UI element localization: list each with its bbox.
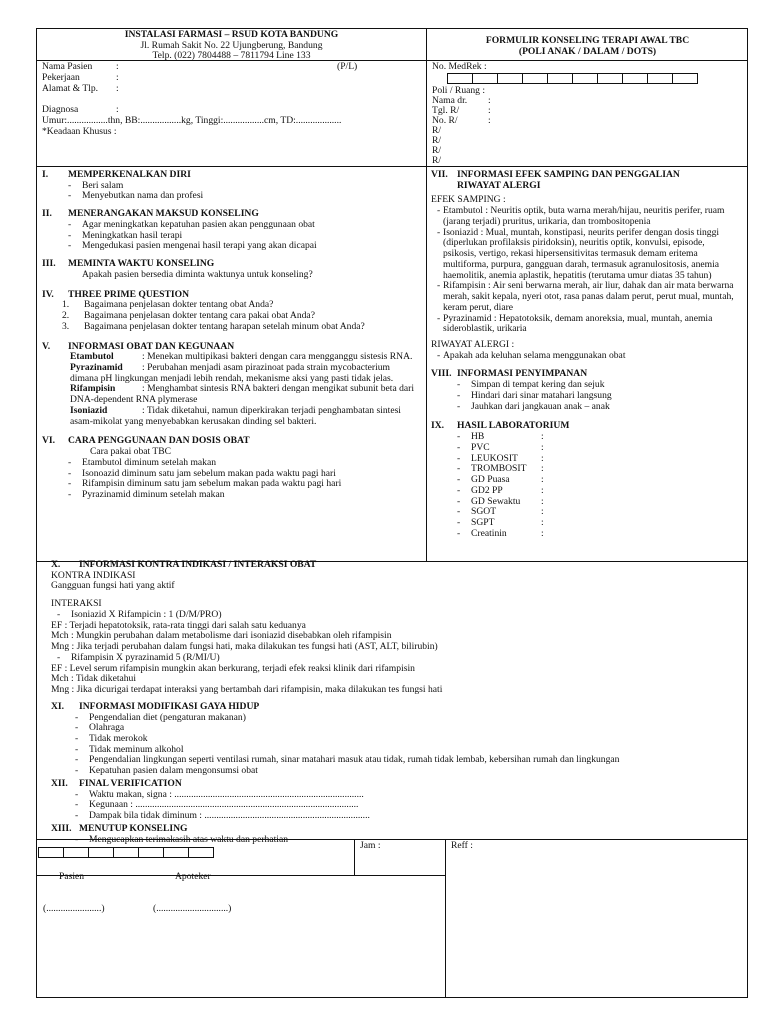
list-item: - Meningkatkan hasil terapi xyxy=(62,231,420,242)
section-xii-list xyxy=(51,790,741,822)
list-item: - Rifampisin diminum satu jam sebelum makan pada waktu pagi hari xyxy=(62,479,420,490)
section-xii-title: XII. FINAL VERIFICATION xyxy=(51,777,182,789)
list-item: - Isoniazid X Rifampicin : 1 (D/M/PRO) xyxy=(51,610,741,621)
interaksi-1-mng: Mng : Jika terjadi perubahan dalam fungsi hati, maka dilakukan tes fungsi hati (AST, ALT, bilirubin) xyxy=(51,641,438,653)
list-item: - Etambutol diminum setelah makan xyxy=(62,458,420,469)
right-column xyxy=(431,163,743,540)
lab-field-gd-puasa[interactable]: - GD Puasa : xyxy=(451,475,743,486)
bottom-sections xyxy=(51,560,741,845)
form-title-line-1: FORMULIR KONSELING TERAPI AWAL TBC xyxy=(485,35,690,46)
list-item: - Hindari dari sinar matahari langsung xyxy=(451,391,743,402)
lab-field-sgot[interactable]: - SGOT : xyxy=(451,507,743,518)
label-pasien: Pasien xyxy=(59,871,85,882)
list-item: - Etambutol : Neuritis optik, buta warna merah/hijau, neuritis perifer, ruam (jarang terjadi) pruritus, urikaria, dan trombositopenia xyxy=(431,206,735,227)
field-alamat[interactable]: Alamat & Tlp. : xyxy=(42,83,119,94)
section-x-title: X. INFORMASI KONTRA INDIKASI / INTERAKSI OBAT xyxy=(51,559,317,570)
field-keadaan-khusus[interactable]: *Keadaan Khusus : xyxy=(42,126,117,137)
interaksi-1-ef: EF : Terjadi hepatotoksik, rata-rata tinggi dari salah satu keduanya xyxy=(51,619,306,631)
field-tgl-r[interactable]: Tgl. R/ : xyxy=(432,105,491,116)
list-item: - Jauhkan dari jangkauan anak – anak xyxy=(451,402,743,413)
drug-entry: Etambutol : Menekan multipikasi bakteri dengan cara mengganggu sistesis RNA. xyxy=(70,351,413,363)
section-ii-title: II. MENERANGAKAN MAKSUD KONSELING xyxy=(42,208,259,220)
section-xi-list xyxy=(51,713,741,777)
divider xyxy=(37,875,445,876)
list-item: - Mengedukasi pasien mengenai hasil terapi yang akan dicapai xyxy=(62,241,420,252)
efek-samping-list xyxy=(431,206,735,335)
form-title xyxy=(426,36,749,57)
section-ix-title: IX. HASIL LABORATORIUM xyxy=(431,420,570,432)
section-xiii-title: XIII. MENUTUP KONSELING xyxy=(51,822,188,834)
section-v-drugs xyxy=(42,352,415,427)
lab-field-hb[interactable]: - HB : xyxy=(451,432,743,443)
lab-field-gd2-pp[interactable]: - GD2 PP : xyxy=(451,486,743,497)
section-vi-title: VI. CARA PENGGUNAAN DAN DOSIS OBAT xyxy=(42,435,250,447)
field-poli-ruang[interactable]: Poli / Ruang : xyxy=(432,85,486,96)
field-jam[interactable]: Jam : xyxy=(360,840,381,851)
form-title-line-2: (POLI ANAK / DALAM / DOTS) xyxy=(518,45,657,57)
section-xiii-list xyxy=(51,835,741,846)
list-item: - Beri salam xyxy=(62,181,420,192)
list-item: - Pengendalian lingkungan seperti ventilasi rumah, sinar matahari masuk atau tidak, rumah tidak lembab, kebersihan rumah dan lingkungan xyxy=(69,755,741,766)
divider xyxy=(445,839,446,998)
label-apoteker: Apoteker xyxy=(175,871,211,882)
field-dampak[interactable]: - Dampak bila tidak diminum : ..................................................................... xyxy=(69,811,741,822)
list-item: 3. Bagaimana penjelasan dokter tentang harapan setelah minum obat Anda? xyxy=(62,320,365,332)
section-iii-text: Apakah pasien bersedia diminta waktunya untuk konseling? xyxy=(82,268,313,280)
field-no-r[interactable]: No. R/ : xyxy=(432,115,491,126)
list-item: - Kepatuhan pasien dalam mengonsumsi obat xyxy=(69,766,741,777)
field-umur-bb-tinggi-td[interactable]: Umur:.................thn, BB:.................kg, Tinggi:.................cm, TD:................... xyxy=(42,115,342,126)
drug-entry: Pyrazinamid : Perubahan menjadi asam pirazinoat pada strain mycobacterium dimana pH lingkungan menjadi lebih rendah, mekanisme aksi yang pasti tidak jelas. xyxy=(70,362,394,384)
interaksi-2-ef: EF : Level serum rifampisin mungkin akan berkurang, terjadi efek reaksi klinik dari rifampisin xyxy=(51,662,415,674)
list-item: - Tidak merokok xyxy=(69,734,741,745)
list-item: - Pyrazinamid diminum setelah makan xyxy=(62,490,420,501)
r-entry-1[interactable]: R/ xyxy=(432,125,442,136)
section-iv-list xyxy=(42,300,392,332)
institution-phone: Telp. (022) 7804488 – 7811794 Line 133 xyxy=(152,50,311,62)
riwayat-alergi-label: RIWAYAT ALERGI : xyxy=(431,339,515,351)
lab-field-leukosit[interactable]: - LEUKOSIT : xyxy=(451,454,743,465)
drug-entry: Isoniazid : Tidak diketahui, namun diperkirakan terjadi penghambatan sintesi asam-mikolat yang menyebabkan kerusakan dinding sel bakteri. xyxy=(70,404,401,427)
section-iii-title: III. MEMINTA WAKTU KONSELING xyxy=(42,258,215,270)
list-item: - Simpan di tempat kering dan sejuk xyxy=(451,380,743,391)
kontra-indikasi-label: KONTRA INDIKASI xyxy=(51,569,136,581)
field-waktu-makan[interactable]: - Waktu makan, signa : ............................................................................... xyxy=(69,790,741,801)
lab-results-list xyxy=(431,432,743,539)
list-item: - Rifampisin : Air seni berwarna merah, air liur, dahak dan air mata berwarna merah, sakit kepala, nyeri otot, rasa panas dalam perut, perut mual, muntah, keram perut, diare xyxy=(431,281,735,313)
interaksi-2 xyxy=(51,653,741,664)
list-item: - Mengucapkan terimakasih atas waktu dan perhatian xyxy=(69,835,741,846)
lab-field-creatinin[interactable]: - Creatinin : xyxy=(451,529,743,540)
institution-name: INSTALASI FARMASI – RSUD KOTA BANDUNG xyxy=(124,29,339,40)
list-item: - Rifampisin X pyrazinamid 5 (R/MI/U) xyxy=(51,653,741,664)
list-item: - Isoniazid : Mual, muntah, konstipasi, neurits perifer dengan dosis tinggi (diperlukan profilaksis piridoksin), neuritis optik, konvulsi, episode, psikosis, vertigo, rekasi hipersensitivitas termasuk demam eritema multiforma, purpura, gangguan darah, termasuk agranulositosis, anemia haemolitik, anemia aplastik, hepatitis (terutama umur diatas 35 tahun) xyxy=(431,228,735,282)
interaksi-2-mch: Mch : Tidak diketahui xyxy=(51,673,137,685)
field-reff[interactable]: Reff : xyxy=(451,840,473,851)
field-diagnosa[interactable]: Diagnosa : xyxy=(42,104,119,115)
field-pekerjaan[interactable]: Pekerjaan : xyxy=(42,72,119,83)
field-kegunaan[interactable]: - Kegunaan : ............................................................................................. xyxy=(69,800,741,811)
section-vi-list xyxy=(42,458,420,501)
riwayat-alergi-list xyxy=(431,351,743,362)
counseling-form xyxy=(36,28,748,998)
list-item: - Isonoazid diminum satu jam sebelum makan pada waktu pagi hari xyxy=(62,469,420,480)
lab-field-pvc[interactable]: - PVC : xyxy=(451,443,743,454)
section-ii-list xyxy=(42,220,420,252)
interaksi-1-mch: Mch : Mungkin perubahan dalam metabolisme dari isoniazid disebabkan oleh rifampisin xyxy=(51,630,392,642)
institution-header xyxy=(37,30,426,62)
medrek-boxes[interactable] xyxy=(447,73,697,84)
r-entry-3[interactable]: R/ xyxy=(432,145,442,156)
list-item: 1. Bagaimana penjelasan dokter tentang obat Anda? xyxy=(62,299,274,311)
section-iv-title: IV. THREE PRIME QUESTION xyxy=(42,288,190,300)
field-nama-pasien[interactable]: Nama Pasien : xyxy=(42,61,119,72)
section-viii-list xyxy=(431,380,743,412)
kontra-indikasi-text: Gangguan fungsi hati yang aktif xyxy=(51,580,175,592)
efek-samping-label: EFEK SAMPING : xyxy=(431,194,506,206)
list-item: - Menyebutkan nama dan profesi xyxy=(62,191,420,202)
list-item: - Pyrazinamid : Hepatotoksik, demam anoreksia, mual, muntah, anemia sideroblastik, urikaria xyxy=(431,314,735,335)
signature-apoteker[interactable]: (..............................) xyxy=(153,903,232,914)
list-item: - Agar meningkatkan kepatuhan pasien akan penggunaan obat xyxy=(62,220,420,231)
institution-address: Jl. Rumah Sakit No. 22 Ujungberung, Bandung xyxy=(140,39,323,51)
divider xyxy=(426,29,427,561)
list-item: - Olahraga xyxy=(69,723,741,734)
list-item: - Tidak meminum alkohol xyxy=(69,745,741,756)
section-vii-subtitle: RIWAYAT ALERGI xyxy=(457,179,541,191)
r-entry-4[interactable]: R/ xyxy=(432,155,442,166)
interaksi-1 xyxy=(51,610,741,621)
lab-field-trombosit[interactable]: - TROMBOSIT : xyxy=(451,464,743,475)
interaksi-label: INTERAKSI xyxy=(51,598,102,610)
field-gender: (P/L) xyxy=(337,61,358,72)
section-i-title: I. MEMPERKENALKAN DIRI xyxy=(42,169,191,180)
drug-entry: Rifampisin : Menghambat sintesis RNA bakteri dengan mengikat subunit beta dari DNA-dependent RNA plymerase xyxy=(70,383,415,406)
signature-pasien[interactable]: (.......................) xyxy=(43,903,105,914)
section-vii-title: VII. INFORMASI EFEK SAMPING DAN PENGGALIAN xyxy=(431,169,680,180)
r-entry-2[interactable]: R/ xyxy=(432,135,442,146)
lab-field-gd-sewaktu[interactable]: - GD Sewaktu : xyxy=(451,497,743,508)
section-vi-intro: Cara pakai obat TBC xyxy=(90,446,172,458)
interaksi-2-mng: Mng : Jika dicurigai terdapat interaksi yang bertambah dari rifampisin, maka dilakukan tes fungsi hati xyxy=(51,684,443,696)
section-v-title: V. INFORMASI OBAT DAN KEGUNAAN xyxy=(42,340,235,352)
list-item: - Pengendalian diet (pengaturan makanan) xyxy=(69,713,741,724)
section-xi-title: XI. INFORMASI MODIFIKASI GAYA HIDUP xyxy=(51,700,260,712)
list-item: 2. Bagaimana penjelasan dokter tentang cara pakai obat Anda? xyxy=(62,310,315,322)
left-column xyxy=(42,163,420,501)
date-boxes[interactable] xyxy=(38,847,213,858)
list-item: - Apakah ada keluhan selama menggunakan obat xyxy=(431,351,743,362)
section-viii-title: VIII. INFORMASI PENYIMPANAN xyxy=(431,368,588,380)
field-nama-dr[interactable]: Nama dr. : xyxy=(432,95,491,106)
section-i-list xyxy=(42,181,420,202)
field-no-medrek: No. MedRek : xyxy=(432,61,487,72)
lab-field-sgpt[interactable]: - SGPT : xyxy=(451,518,743,529)
